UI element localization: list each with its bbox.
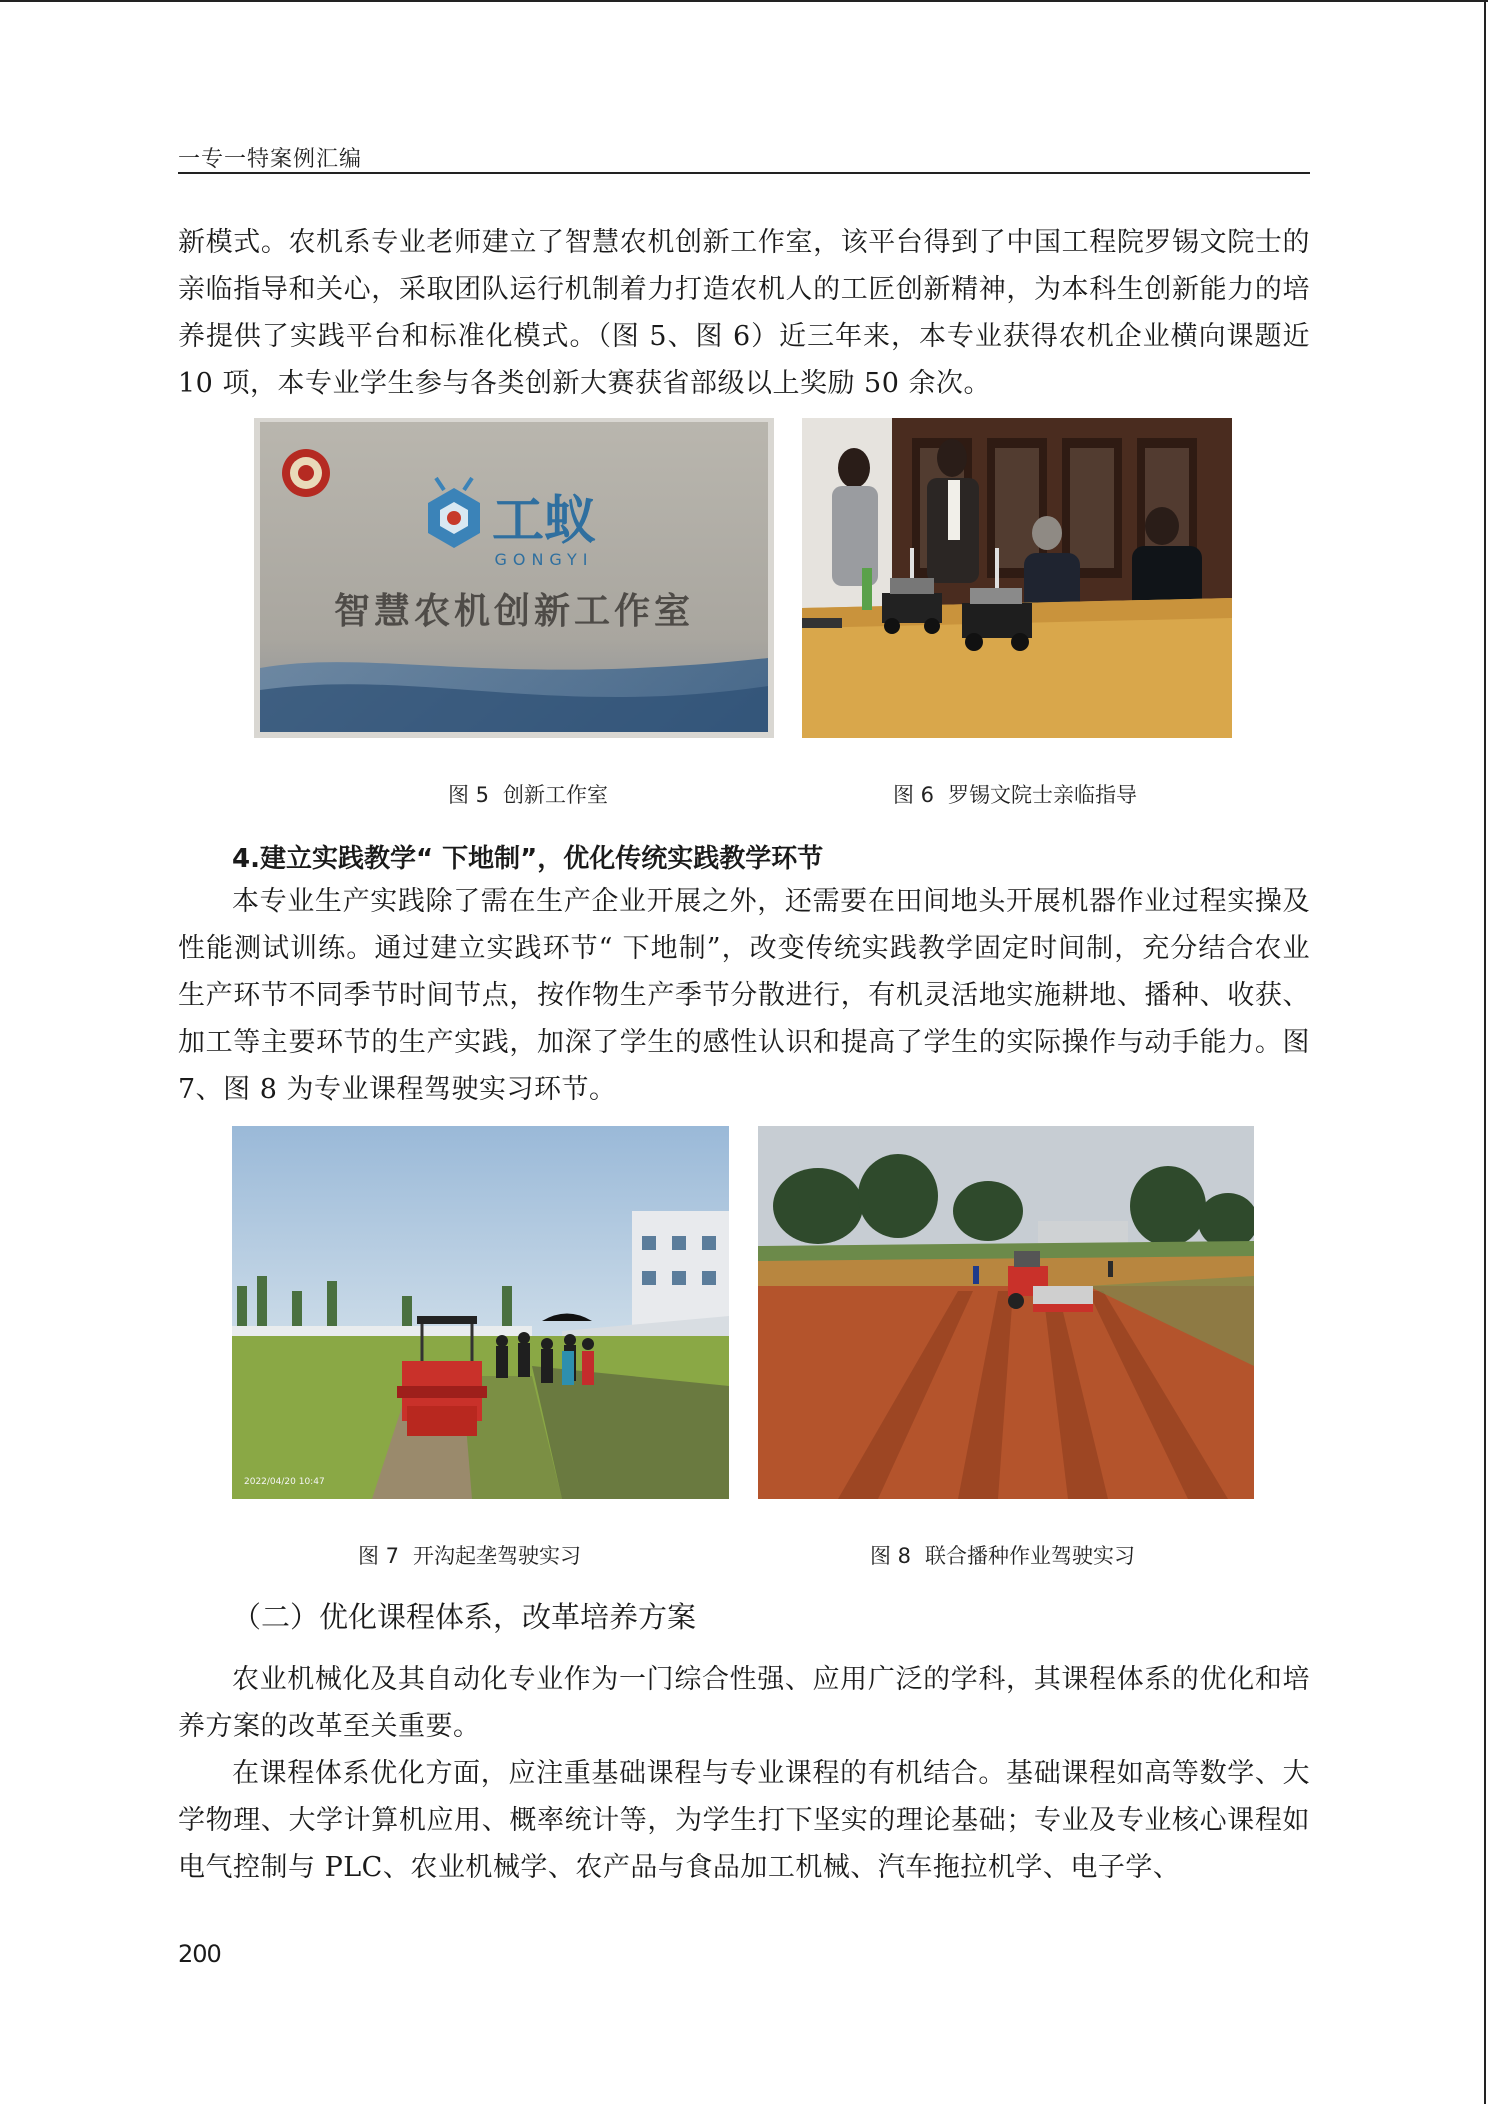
figure-6-photo xyxy=(802,418,1232,738)
page-top-border xyxy=(0,0,1488,2)
figure-6-caption xyxy=(893,779,1137,809)
figure-8-number: 图 8 xyxy=(870,1544,912,1568)
ridging-field-illustration xyxy=(232,1126,729,1499)
figure-6-number: 图 6 xyxy=(893,783,935,807)
figure-5-number: 图 5 xyxy=(448,783,490,807)
paragraph-curriculum-optimization: 在课程体系优化方面，应注重基础课程与专业课程的有机结合。基础课程如高等数学、大学物理、大学计算机应用、概率统计等，为学生打下坚实的理论基础；专业及专业核心课程如电气控制与 PLC、农业机械学、农产品与食品加工机械、汽车拖拉机学、电子学、 xyxy=(178,1758,1310,1883)
paragraph-curriculum-intro: 农业机械化及其自动化专业作为一门综合性强、应用广泛的学科，其课程体系的优化和培养方案的改革至关重要。 xyxy=(178,1664,1310,1742)
sign-text: 智慧农机创新工作室 xyxy=(333,591,695,632)
subheading-practice-teaching: 4.建立实践教学“ 下地制”，优化传统实践教学环节 xyxy=(232,844,824,874)
sign-brand-latin: GONGYI xyxy=(494,550,594,569)
figure-8-caption xyxy=(870,1540,1135,1570)
figure-5-caption-text: 创新工作室 xyxy=(503,783,609,807)
page-number: 200 xyxy=(178,1940,221,1968)
figure-7-caption xyxy=(358,1540,581,1570)
figure-8-photo xyxy=(758,1126,1254,1499)
lab-scene-illustration xyxy=(802,418,1232,738)
figure-8-caption-text: 联合播种作业驾驶实习 xyxy=(925,1544,1136,1568)
figure-7-photo xyxy=(232,1126,729,1499)
running-header-title: 一专一特案例汇编 xyxy=(178,147,363,172)
header-rule xyxy=(178,172,1310,174)
section-heading: （二）优化课程体系，改革培养方案 xyxy=(232,1600,697,1634)
sign-illustration xyxy=(254,418,774,738)
paragraph-field-practice: 本专业生产实践除了需在生产企业开展之外，还需要在田间地头开展机器作业过程实操及性能测试训练。通过建立实践环节“ 下地制”，改变传统实践教学固定时间制，充分结合农业生产环节不同季节时间节点，按作物生产季节分散进行，有机灵活地实施耕地、播种、收获、加工等主要环节的生产实践，加深了学生的感性认识和提高了学生的实际操作与动手能力。图 7、图 8 为专业课程驾驶实习环节。 xyxy=(178,886,1310,1105)
figure-5-caption xyxy=(448,779,608,809)
page-right-border xyxy=(1484,0,1486,2104)
sign-brand: 工蚁 xyxy=(491,491,597,551)
seeding-field-illustration xyxy=(758,1126,1254,1499)
figure-7-number: 图 7 xyxy=(358,1544,400,1568)
photo-timestamp: 2022/04/20 10:47 xyxy=(244,1477,325,1487)
running-header xyxy=(178,138,1310,174)
paragraph-new-mode: 新模式。农机系专业老师建立了智慧农机创新工作室，该平台得到了中国工程院罗锡文院士的亲临指导和关心，采取团队运行机制着力打造农机人的工匠创新精神，为本科生创新能力的培养提供了实践平台和标准化模式。（图 5、图 6）近三年来，本专业获得农机企业横向课题近 10 项，本专业学生参与各类创新大赛获省部级以上奖励 50 余次。 xyxy=(178,227,1310,399)
figure-5-photo xyxy=(254,418,774,738)
figure-7-caption-text: 开沟起垄驾驶实习 xyxy=(413,1544,582,1568)
figure-6-caption-text: 罗锡文院士亲临指导 xyxy=(948,783,1138,807)
